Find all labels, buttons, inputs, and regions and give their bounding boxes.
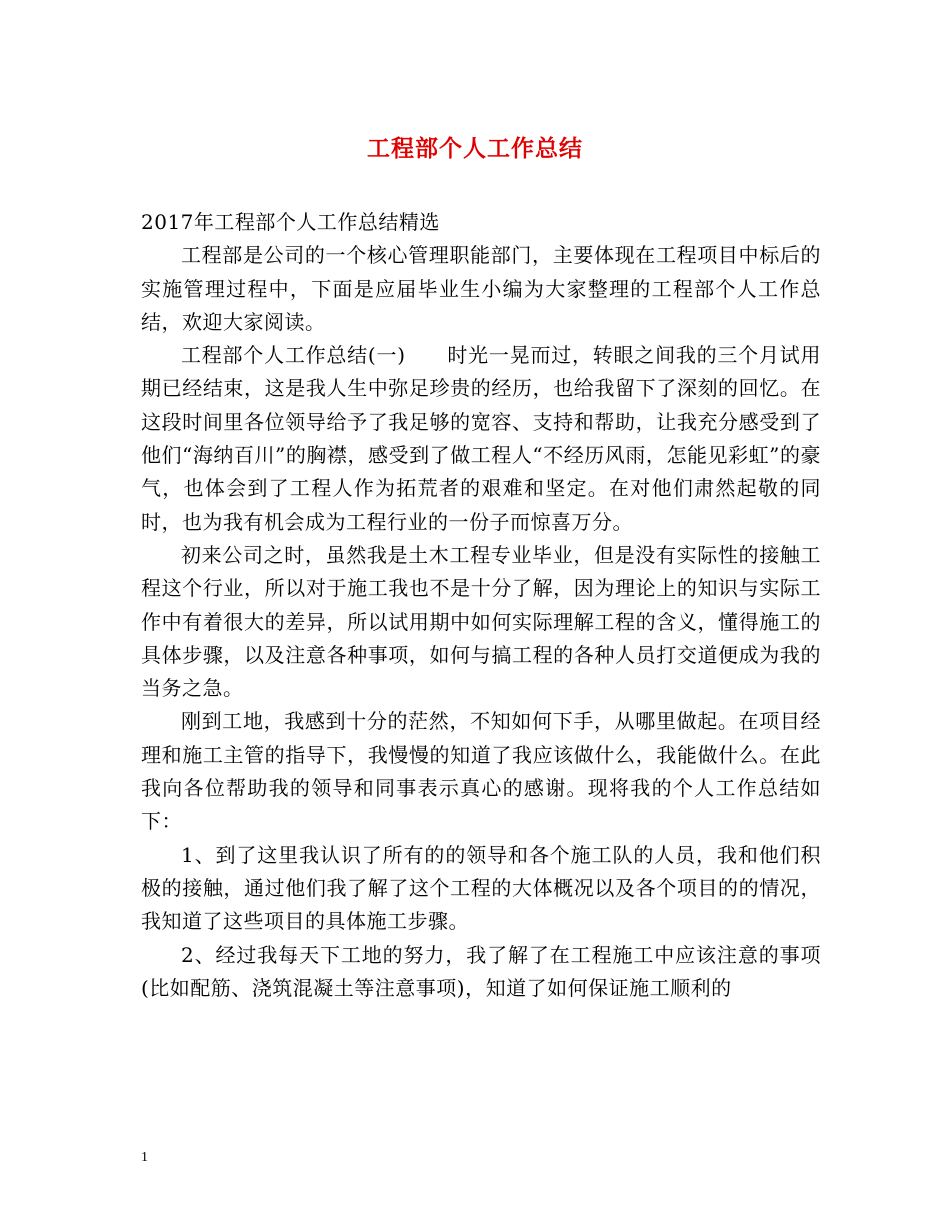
paragraph-site: 刚到工地，我感到十分的茫然，不知如何下手，从哪里做起。在项目经理和施工主管的指导下，我慢慢的知道了我应该做什么，我能做什么。在此我向各位帮助我的领导和同事表示真心的感谢。现将我的个人工作总结如下：	[141, 709, 821, 834]
document-title: 工程部个人工作总结	[367, 135, 583, 162]
document-subtitle: 2017年工程部个人工作总结精选	[141, 210, 440, 234]
paragraph-summary-one: 工程部个人工作总结(一) 时光一晃而过，转眼之间我的三个月试用期已经结束，这是我人生中弥足珍贵的经历，也给我留下了深刻的回忆。在这段时间里各位领导给予了我足够的宽容、支持和帮助，让我充分感受到了他们“海纳百川”的胸襟，感受到了做工程人“不经历风雨，怎能见彩虹”的豪气，也体会到了工程人作为拓荒者的艰难和坚定。在对他们肃然起敬的同时，也为我有机会成为工程行业的一份子而惊喜万分。	[141, 343, 821, 534]
paragraph-point-1: 1、到了这里我认识了所有的的领导和各个施工队的人员，我和他们积极的接触，通过他们我了解了这个工程的大体概况以及各个项目的的情况，我知道了这些项目的具体施工步骤。	[141, 842, 821, 934]
paragraph-point-2: 2、经过我每天下工地的努力，我了解了在工程施工中应该注意的事项(比如配筋、浇筑混凝土等注意事项)，知道了如何保证施工顺利的	[141, 942, 821, 1000]
paragraph-intro: 工程部是公司的一个核心管理职能部门，主要体现在工程项目中标后的实施管理过程中，下面是应届毕业生小编为大家整理的工程部个人工作总结，欢迎大家阅读。	[141, 243, 821, 334]
page-number: 1	[141, 1150, 148, 1165]
document-body	[141, 206, 821, 1005]
paragraph-arrival: 初来公司之时，虽然我是土木工程专业毕业，但是没有实际性的接触工程这个行业，所以对于施工我也不是十分了解，因为理论上的知识与实际工作中有着很大的差异，所以试用期中如何实际理解工程的含义，懂得施工的具体步骤，以及注意各种事项，如何与搞工程的各种人员打交道便成为我的当务之急。	[141, 542, 821, 701]
